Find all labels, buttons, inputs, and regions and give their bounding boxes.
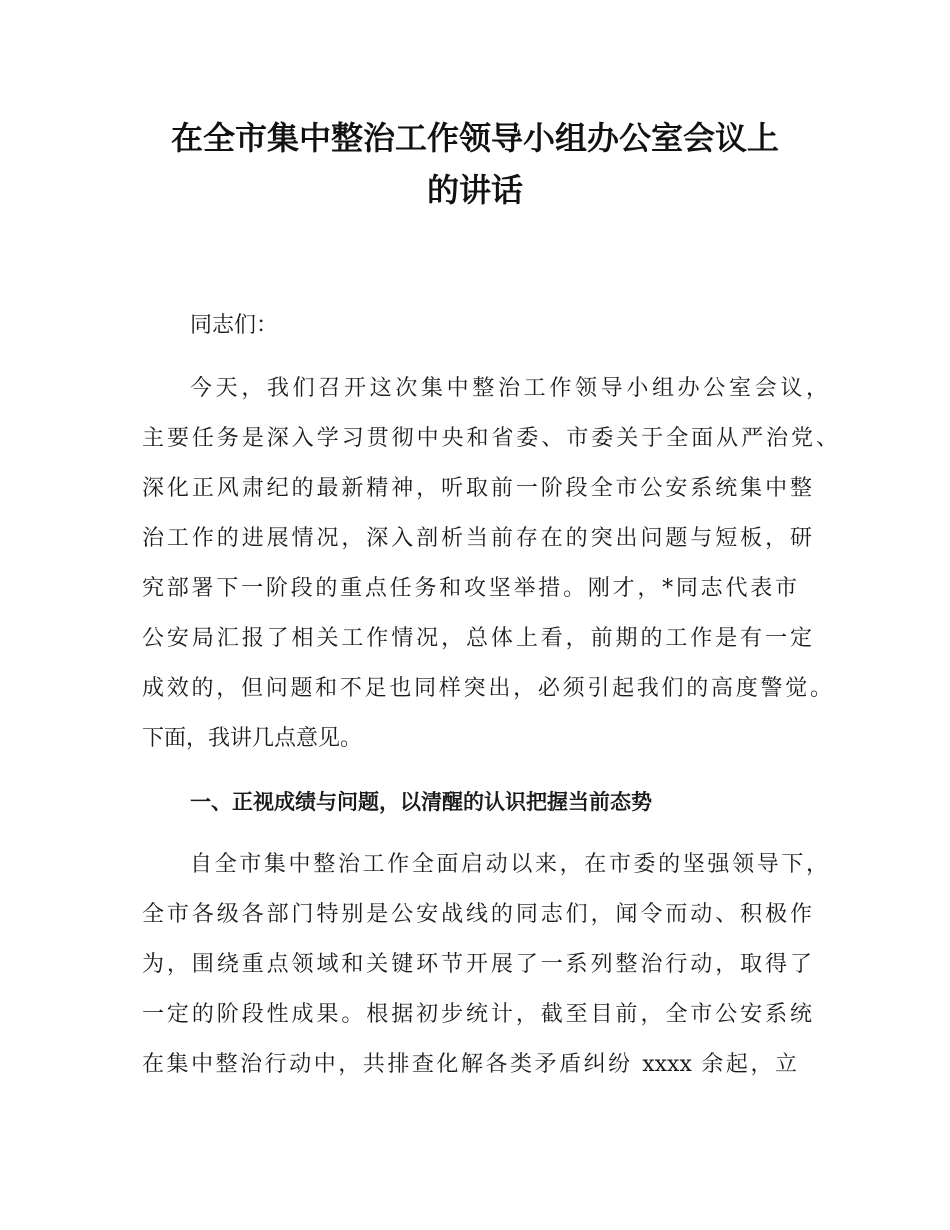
paragraph-line: 全市各级各部门特别是公安战线的同志们，闻令而动、积极作 bbox=[142, 902, 812, 927]
paragraph-line: 究部署下一阶段的重点任务和攻坚举措。刚才，*同志代表市 bbox=[142, 576, 797, 601]
paragraph-line: 今天，我们召开这次集中整治工作领导小组办公室会议， bbox=[190, 376, 828, 401]
document-title-line-1: 在全市集中整治工作领导小组办公室会议上 bbox=[170, 119, 779, 157]
paragraph-line: 治工作的进展情况，深入剖析当前存在的突出问题与短板，研 bbox=[142, 526, 812, 551]
paragraph-line: 为，围绕重点领域和关键环节开展了一系列整治行动，取得了 bbox=[142, 952, 812, 977]
paragraph-line: 下面，我讲几点意见。 bbox=[142, 726, 363, 751]
paragraph-line: 一定的阶段性成果。根据初步统计，截至目前，全市公安系统 bbox=[142, 1002, 812, 1027]
paragraph-line: 自全市集中整治工作全面启动以来，在市委的坚强领导下， bbox=[190, 852, 828, 877]
salutation: 同志们： bbox=[190, 313, 279, 338]
paragraph-line: 深化正风肃纪的最新精神，听取前一阶段全市公安系统集中整 bbox=[142, 476, 812, 501]
paragraph-line: 主要任务是深入学习贯彻中央和省委、市委关于全面从严治党、 bbox=[142, 426, 838, 451]
document-title-line-2: 的讲话 bbox=[426, 171, 523, 209]
section-heading: 一、正视成绩与问题，以清醒的认识把握当前态势 bbox=[190, 790, 652, 814]
paragraph-line: 公安局汇报了相关工作情况，总体上看，前期的工作是有一定 bbox=[142, 626, 812, 651]
paragraph-line: 成效的，但问题和不足也同样突出，必须引起我们的高度警觉。 bbox=[142, 676, 832, 701]
paragraph-line: 在集中整治行动中，共排查化解各类矛盾纠纷 xxxx 余起，立 bbox=[142, 1052, 797, 1077]
